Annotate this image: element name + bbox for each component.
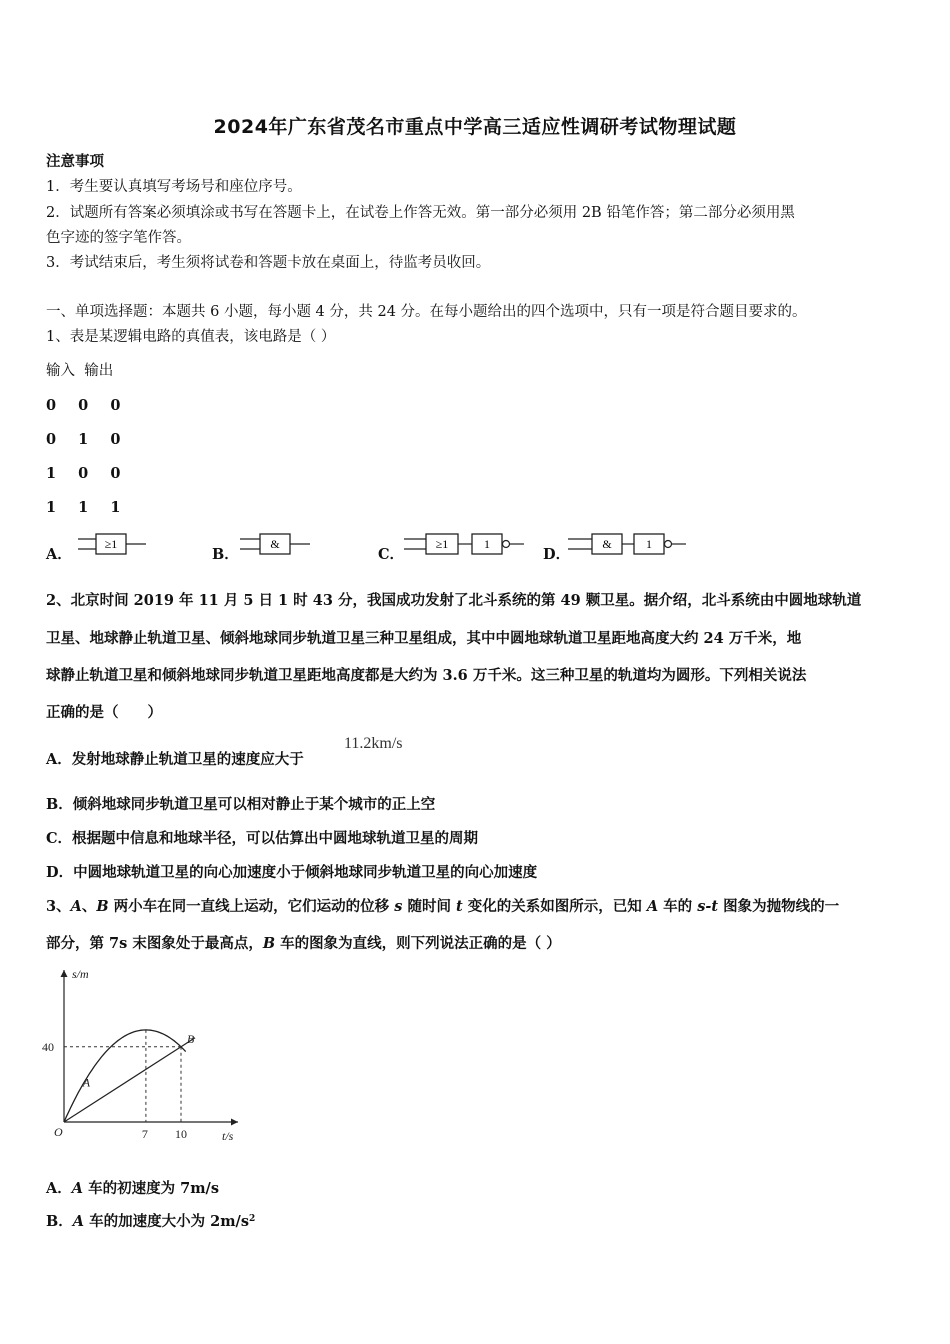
truth-table-row: 1 1 1 [46,499,121,516]
series-a-label: A [82,1075,91,1090]
x-tick-label: 7 [141,1127,148,1141]
q2-stem-line-2: 卫星、地球静止轨道卫星、倾斜地球同步轨道卫星三种卫星组成，其中中圆地球轨道卫星距地高度大约 24 万千米，地 [46,630,802,647]
q3-option-a[interactable]: A．A 车的初速度为 7m/s [46,1180,220,1197]
y-tick-label: 40 [42,1039,54,1054]
notice-item-2-cont: 色字迹的签字笔作答。 [46,230,191,246]
q2-stem-line-1: 2、北京时间 2019 年 11 月 5 日 1 时 43 分，我国成功发射了北斗系统的第 49 颗卫星。据介绍，北斗系统由中圆地球轨道 [46,592,862,609]
q2-stem-line-3: 球静止轨道卫星和倾斜地球同步轨道卫星距地高度都是大约为 3.6 万千米。这三种卫星的轨道均为圆形。下列相关说法 [46,667,807,684]
y-axis-label: s/m [72,967,89,981]
q1-stem: 1、表是某逻辑电路的真值表，该电路是（ ） [46,329,336,345]
q2-option-a-text: A．发射地球静止轨道卫星的速度应大于 [46,751,304,768]
truth-table-row: 0 0 0 [46,397,121,414]
notice-heading: 注意事项 [46,153,104,170]
q2-stem-line-4: 正确的是（ ） [46,704,162,721]
origin-label: O [54,1125,63,1139]
gate-symbol: ≥1 [104,537,118,551]
and-gate-diagram [240,532,312,556]
notice-item-2: 2．试题所有答案必须填涂或书写在答题卡上，在试卷上作答无效。第一部分必须用 2B 铅笔作答；第二部分必须用黑 [46,205,795,221]
nand-gate-diagram [568,531,692,557]
q3-stem-line-1: 3、A、B 两小车在同一直线上运动，它们运动的位移 s 随时间 t 变化的关系如图所示，已知 A 车的 s-t 图象为抛物线的一 [46,898,840,915]
or-gate-diagram [78,532,150,556]
q1-option-d-label[interactable]: D． [543,546,571,563]
gate-symbol: & [270,537,280,551]
x-tick-label: 10 [175,1127,187,1141]
gate-symbol: 1 [646,537,652,551]
x-axis-label: t/s [222,1129,234,1143]
notice-item-1: 1．考生要认真填写考场号和座位序号。 [46,179,302,195]
q1-option-b-label[interactable]: B． [212,546,239,563]
q2-option-b[interactable]: B．倾斜地球同步轨道卫星可以相对静止于某个城市的正上空 [46,796,436,813]
q2-option-d[interactable]: D．中圆地球轨道卫星的向心加速度小于倾斜地球同步轨道卫星的向心加速度 [46,864,538,881]
st-graph [40,962,250,1151]
q1-option-a-label[interactable]: A． [46,546,72,563]
q2-option-a[interactable] [46,750,304,770]
section-heading: 一、单项选择题：本题共 6 小题，每小题 4 分，共 24 分。在每小题给出的四个选项中，只有一项是符合题目要求的。 [46,304,807,320]
truth-table-row: 0 1 0 [46,431,121,448]
series-b-label: B [186,1032,195,1047]
q3-option-b[interactable]: B．A 车的加速度大小为 $2m/s^2$ [46,1213,256,1230]
q3-stem-line-2: 部分，第 7s 末图象处于最高点，B 车的图象为直线，则下列说法正确的是（ ） [46,935,561,952]
gate-symbol: ≥1 [435,537,449,551]
q2-option-a-value: 11.2km/s [344,735,403,752]
truth-table-header: 输入 输出 [46,363,114,379]
q2-option-c[interactable]: C．根据题中信息和地球半径，可以估算出中圆地球轨道卫星的周期 [46,830,479,847]
q1-option-c-label[interactable]: C． [378,546,405,563]
truth-table-row: 1 0 0 [46,465,121,482]
gate-symbol: 1 [484,537,490,551]
page-title: 2024年广东省茂名市重点中学高三适应性调研考试物理试题 [213,116,737,138]
notice-item-3: 3．考试结束后，考生须将试卷和答题卡放在桌面上，待监考员收回。 [46,255,491,271]
gate-symbol: & [602,537,612,551]
nor-gate-diagram [404,531,528,557]
